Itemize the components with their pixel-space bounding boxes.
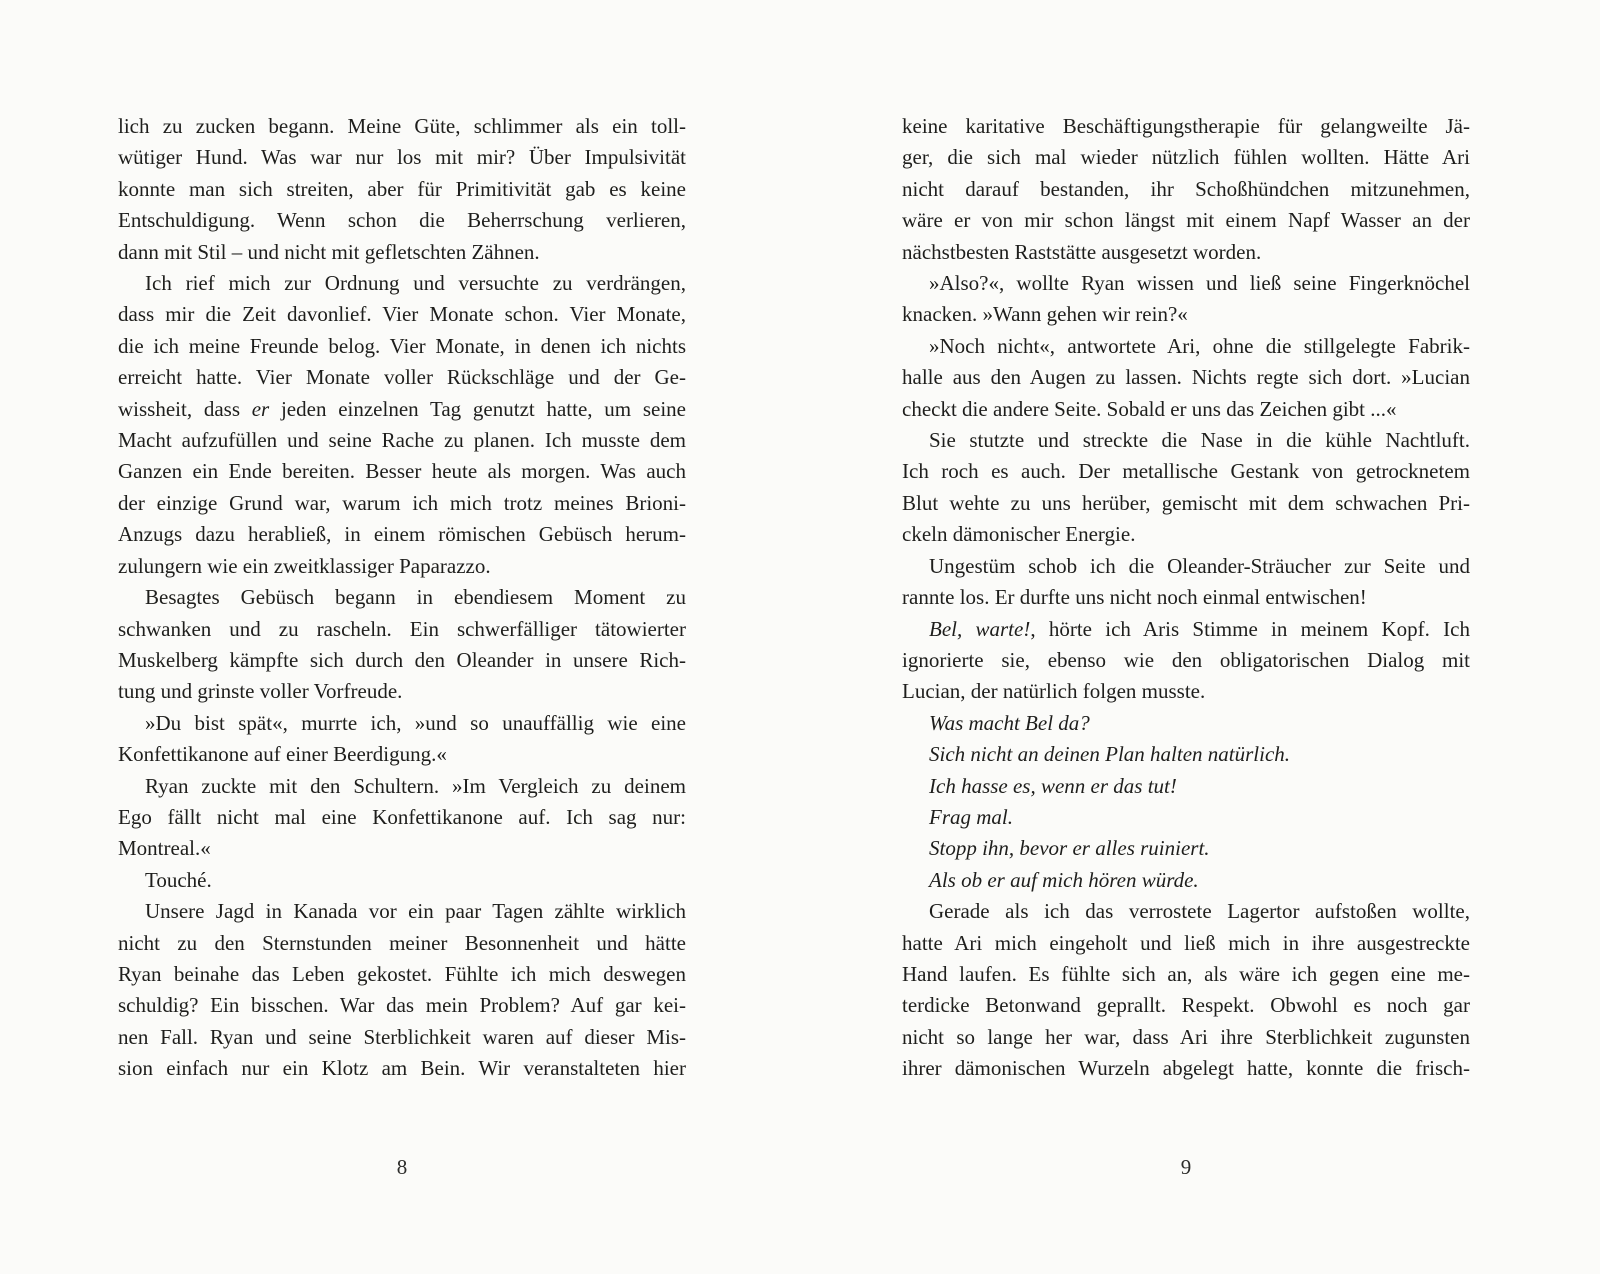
text-line: »Du bist spät«, murrte ich, »und so unauffällig wie eine bbox=[145, 710, 686, 735]
text-line: ger, die sich mal wieder nützlich fühlen wollten. Hätte Ari bbox=[902, 145, 1470, 170]
text-line: nen Fall. Ryan und seine Sterblichkeit waren auf dieser Mis- bbox=[118, 1024, 686, 1049]
text-line: checkt die andere Seite. Sobald er uns das Zeichen gibt ...« bbox=[902, 396, 1397, 421]
text-segment: wissheit, dass bbox=[118, 396, 252, 421]
text-line: erreicht hatte. Vier Monate voller Rückschläge und der Ge- bbox=[118, 365, 686, 390]
text-line: Muskelberg kämpfte sich durch den Oleander in unsere Rich- bbox=[118, 647, 686, 672]
text-line: Sich nicht an deinen Plan halten natürlich. bbox=[929, 742, 1291, 767]
text-line: Stopp ihn, bevor er alles ruiniert. bbox=[929, 836, 1210, 861]
text-line: Entschuldigung. Wenn schon die Beherrschung verlieren, bbox=[118, 208, 686, 233]
text-line: tung und grinste voller Vorfreude. bbox=[118, 679, 403, 704]
text-line: Ich roch es auch. Der metallische Gestank von getrocknetem bbox=[902, 459, 1470, 484]
text-line bbox=[902, 614, 1470, 645]
text-line: »Also?«, wollte Ryan wissen und ließ seine Fingerknöchel bbox=[929, 271, 1470, 296]
text-line: ckeln dämonischer Energie. bbox=[902, 522, 1136, 547]
text-line: hatte Ari mich eingeholt und ließ mich in ihre ausgestreckte bbox=[902, 930, 1470, 955]
text-line: Als ob er auf mich hören würde. bbox=[929, 867, 1199, 892]
text-line: Ego fällt nicht mal eine Konfettikanone auf. Ich sag nur: bbox=[118, 804, 686, 829]
text-line: terdicke Betonwand geprallt. Respekt. Obwohl es noch gar bbox=[902, 993, 1470, 1018]
page-number-left: 8 bbox=[396, 1155, 408, 1179]
text-segment: , hörte ich Aris Stimme in meinem Kopf. Ich bbox=[1030, 616, 1470, 641]
text-line: Konfettikanone auf einer Beerdigung.« bbox=[118, 742, 447, 767]
text-line: keine karitative Beschäftigungstherapie für gelangweilte Jä- bbox=[902, 114, 1470, 138]
text-line: Ryan zuckte mit den Schultern. »Im Vergleich zu deinem bbox=[145, 773, 686, 798]
text-line: sion einfach nur ein Klotz am Bein. Wir veranstalteten hier bbox=[118, 1056, 686, 1081]
text-line: nicht darauf bestanden, ihr Schoßhündchen mitzunehmen, bbox=[902, 176, 1470, 201]
text-line: Hand laufen. Es fühlte sich an, als wäre ich gegen eine me- bbox=[902, 961, 1470, 986]
text-line: halle aus den Augen zu lassen. Nichts regte sich dort. »Lucian bbox=[902, 365, 1470, 390]
text-line: Frag mal. bbox=[929, 804, 1013, 829]
text-line: Gerade als ich das verrostete Lagertor aufstoßen wollte, bbox=[929, 899, 1470, 924]
text-line: der einzige Grund war, warum ich mich trotz meines Brioni- bbox=[118, 490, 686, 515]
text-line: wäre er von mir schon längst mit einem Napf Wasser an der bbox=[902, 208, 1470, 233]
text-line: zulungern wie ein zweitklassiger Paparazzo. bbox=[118, 553, 491, 578]
page-9-text-block bbox=[902, 111, 1470, 1085]
text-line bbox=[118, 394, 686, 425]
text-line: nicht so lange her war, dass Ari ihre Sterblichkeit zugunsten bbox=[902, 1024, 1470, 1049]
page-number-right: 9 bbox=[1180, 1155, 1192, 1179]
text-line: »Noch nicht«, antwortete Ari, ohne die stillgelegte Fabrik- bbox=[929, 333, 1470, 358]
text-line: Montreal.« bbox=[118, 836, 211, 861]
text-line: Ungestüm schob ich die Oleander-Sträucher zur Seite und bbox=[929, 553, 1470, 578]
text-line: lich zu zucken begann. Meine Güte, schlimmer als ein toll- bbox=[118, 114, 686, 138]
text-line: dass mir die Zeit davonlief. Vier Monate schon. Vier Monate, bbox=[118, 302, 686, 327]
text-segment: jeden einzelnen Tag genutzt hatte, um seine bbox=[269, 396, 686, 421]
text-line: Was macht Bel da? bbox=[929, 710, 1090, 735]
text-line: konnte man sich streiten, aber für Primitivität gab es keine bbox=[118, 176, 686, 201]
text-line: schwanken und zu rascheln. Ein schwerfälliger tätowierter bbox=[118, 616, 686, 641]
text-line: schuldig? Ein bisschen. War das mein Problem? Auf gar kei- bbox=[118, 993, 686, 1018]
text-line: die ich meine Freunde belog. Vier Monate, in denen ich nichts bbox=[118, 333, 686, 358]
text-line: rannte los. Er durfte uns nicht noch einmal entwischen! bbox=[902, 585, 1367, 610]
text-line: Ich hasse es, wenn er das tut! bbox=[929, 773, 1177, 798]
text-line: Sie stutzte und streckte die Nase in die kühle Nachtluft. bbox=[929, 428, 1470, 453]
text-line: wütiger Hund. Was war nur los mit mir? Über Impulsivität bbox=[118, 145, 686, 170]
text-line: nächstbesten Raststätte ausgesetzt worden. bbox=[902, 239, 1262, 264]
text-line: nicht zu den Sternstunden meiner Besonnenheit und hätte bbox=[118, 930, 686, 955]
text-line: Besagtes Gebüsch begann in ebendiesem Moment zu bbox=[145, 585, 686, 610]
text-line: Ich rief mich zur Ordnung und versuchte zu verdrängen, bbox=[145, 271, 686, 296]
text-line: Macht aufzufüllen und seine Rache zu planen. Ich musste dem bbox=[118, 428, 686, 453]
page-8-text-block bbox=[118, 111, 686, 1085]
text-line: knacken. »Wann gehen wir rein?« bbox=[902, 302, 1188, 327]
text-line: Blut wehte zu uns herüber, gemischt mit dem schwachen Pri- bbox=[902, 490, 1470, 515]
text-line: Ryan beinahe das Leben gekostet. Fühlte ich mich deswegen bbox=[118, 961, 686, 986]
italic-text-segment: Bel, warte! bbox=[929, 616, 1031, 641]
text-line: Unsere Jagd in Kanada vor ein paar Tagen zählte wirklich bbox=[145, 899, 686, 924]
text-line: ignorierte sie, ebenso wie den obligatorischen Dialog mit bbox=[902, 647, 1470, 672]
italic-text-segment: er bbox=[251, 396, 270, 421]
text-line: Touché. bbox=[145, 867, 212, 892]
text-line: ihrer dämonischen Wurzeln abgelegt hatte, konnte die frisch- bbox=[902, 1056, 1470, 1081]
text-line: Anzugs dazu herabließ, in einem römischen Gebüsch herum- bbox=[118, 522, 686, 547]
text-line: Lucian, der natürlich folgen musste. bbox=[902, 679, 1206, 704]
text-line: Ganzen ein Ende bereiten. Besser heute als morgen. Was auch bbox=[118, 459, 686, 484]
text-line: dann mit Stil – und nicht mit gefletschten Zähnen. bbox=[118, 239, 540, 264]
